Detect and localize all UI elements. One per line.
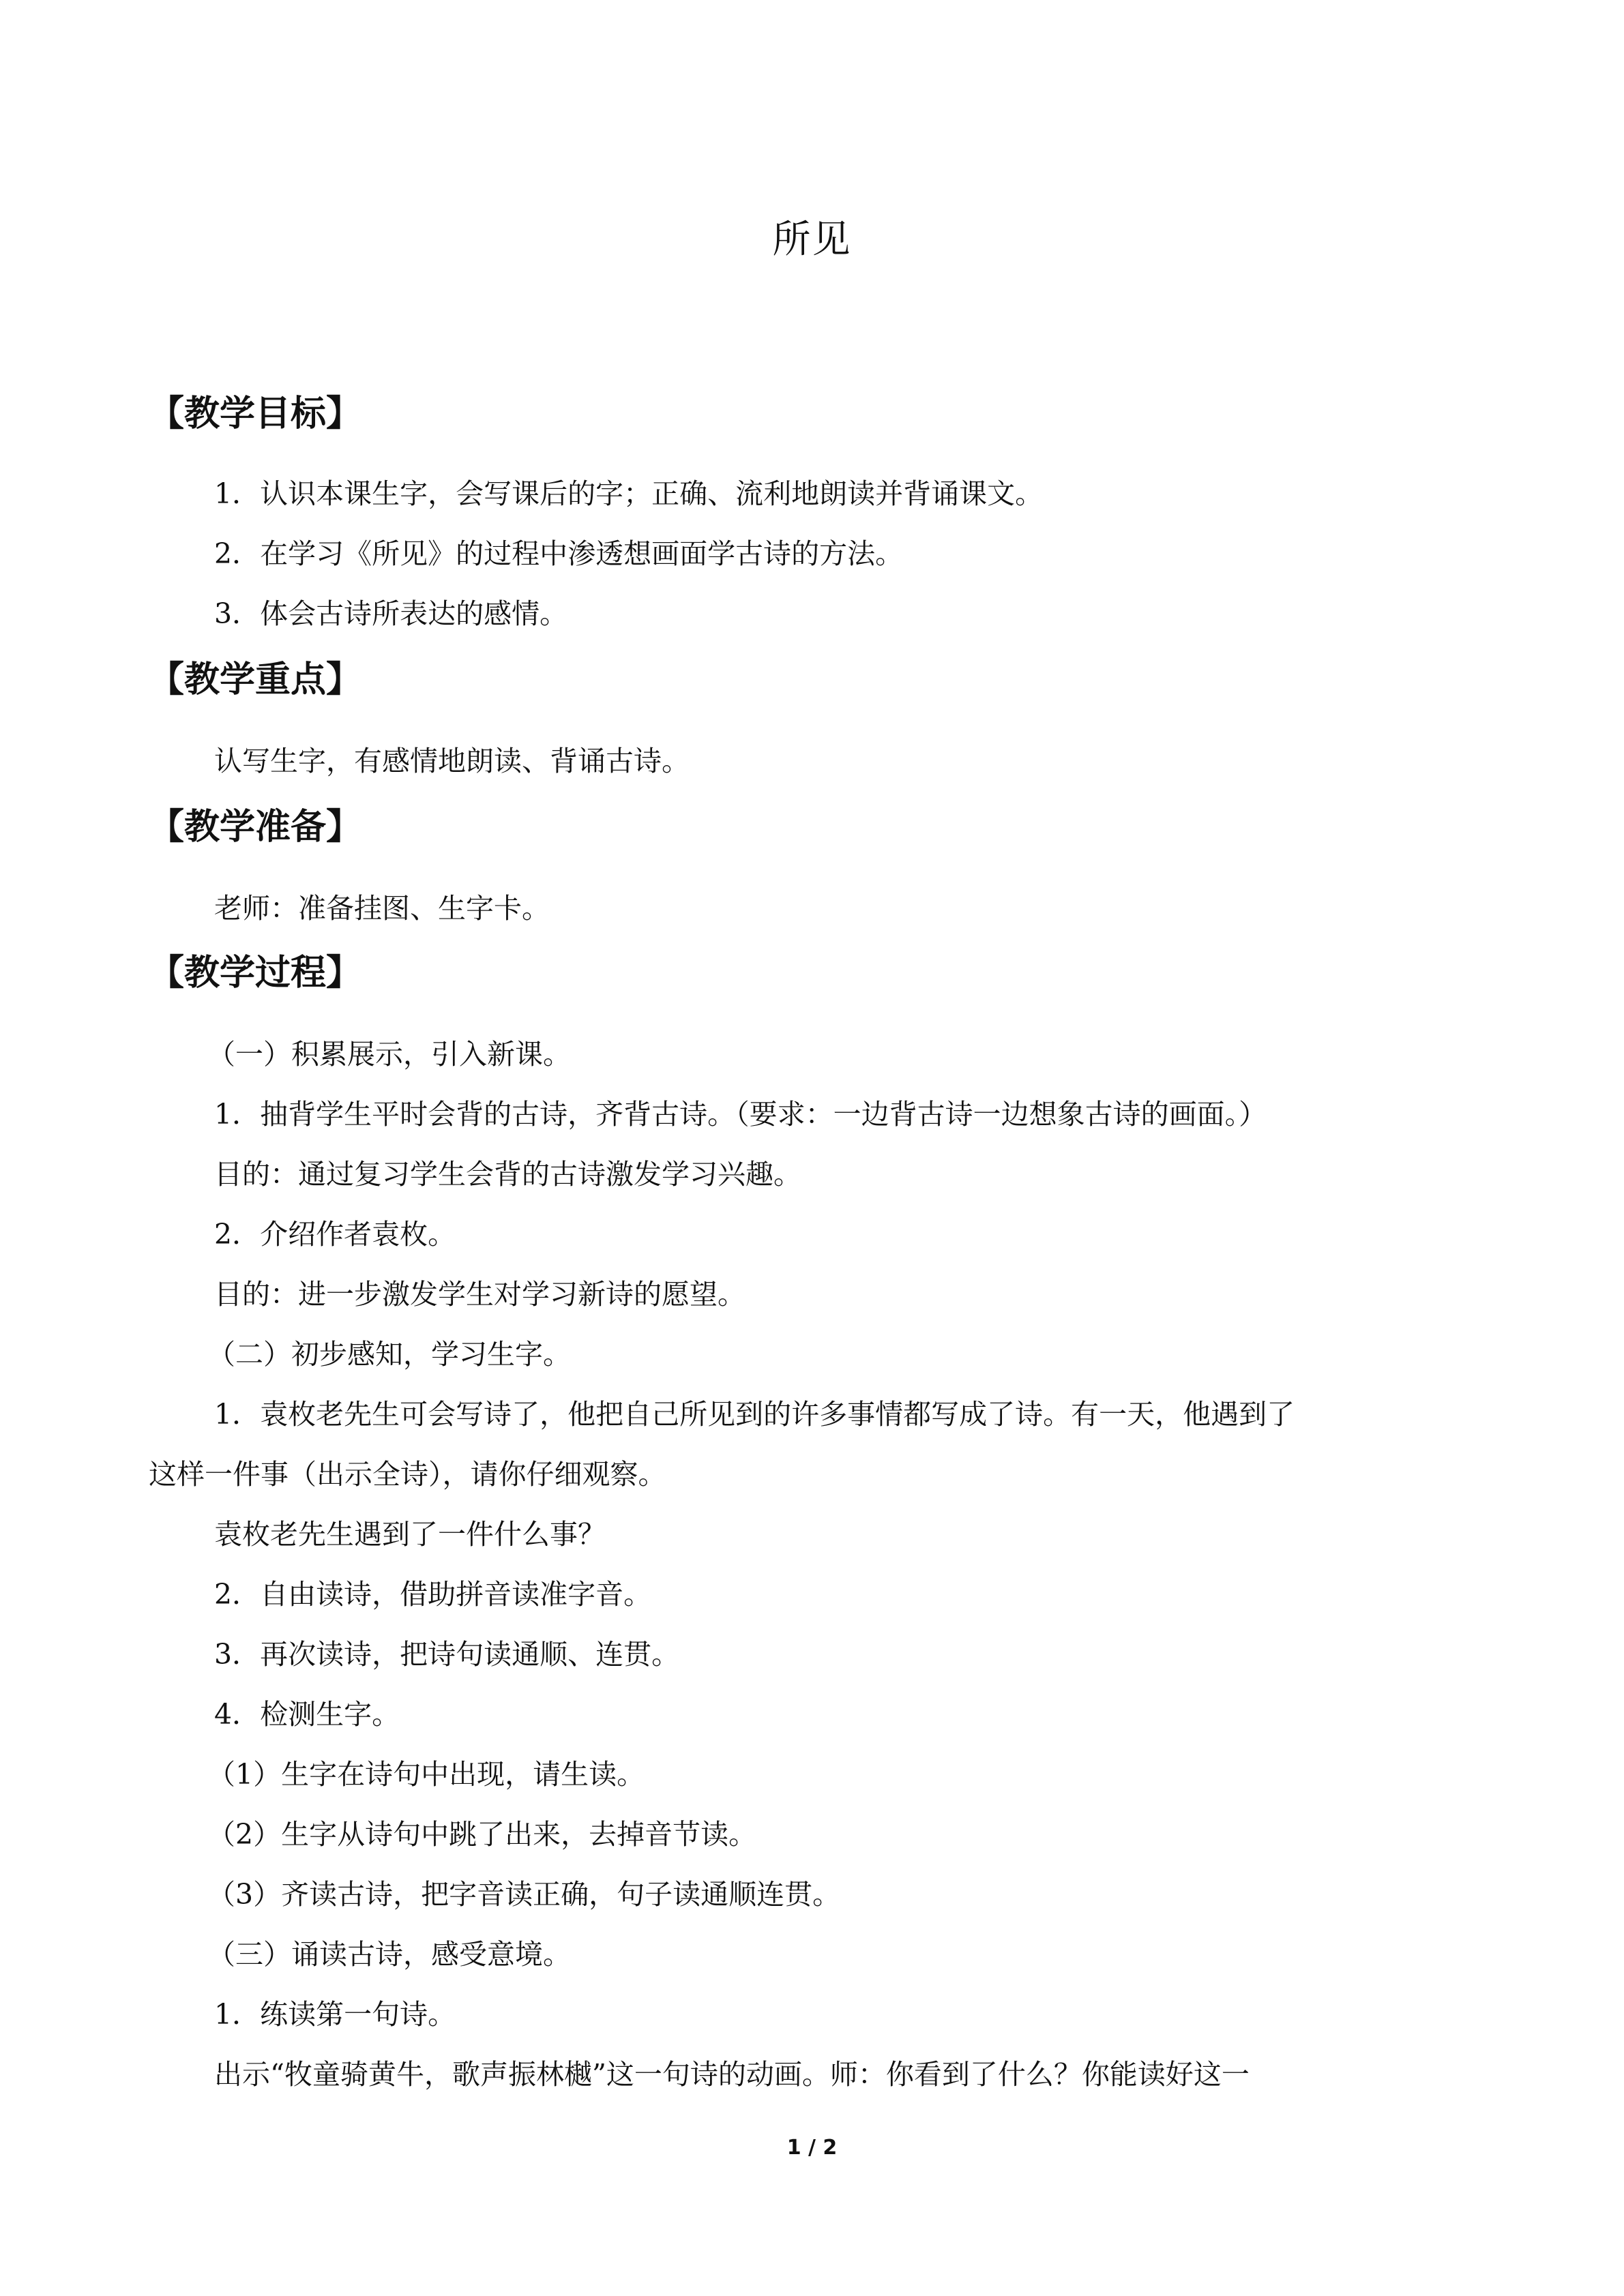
- heading-objectives: 【教学目标】: [149, 393, 362, 434]
- process-line-3: 目的：通过复习学生会背的古诗激发学习兴趣。: [214, 1158, 801, 1191]
- process-line-6: （二）初步感知，学习生字。: [207, 1338, 571, 1371]
- process-line-18: 出示“牧童骑黄牛，歌声振林樾”这一句诗的动画。师：你看到了什么？你能读好这一: [214, 2058, 1250, 2091]
- process-line-14: （2）生字从诗句中跳了出来，去掉音节读。: [207, 1818, 757, 1851]
- process-line-1: （一）积累展示，引入新课。: [207, 1038, 571, 1071]
- process-line-15: （3）齐读古诗，把字音读正确，句子读通顺连贯。: [207, 1878, 841, 1911]
- process-line-7: 1．袁枚老先生可会写诗了，他把自己所见到的许多事情都写成了诗。有一天，他遇到了: [214, 1398, 1295, 1431]
- heading-key-points: 【教学重点】: [149, 659, 362, 700]
- process-line-16: （三）诵读古诗，感受意境。: [207, 1938, 571, 1971]
- process-line-13: （1）生字在诗句中出现，请生读。: [207, 1758, 645, 1791]
- document-title: 所见: [772, 218, 852, 262]
- objective-item-3: 3．体会古诗所表达的感情。: [214, 597, 568, 630]
- process-line-11: 3．再次读诗，把诗句读通顺、连贯。: [214, 1638, 680, 1671]
- process-line-10: 2．自由读诗，借助拼音读准字音。: [214, 1578, 652, 1611]
- preparation-text: 老师：准备挂图、生字卡。: [214, 892, 550, 925]
- heading-process: 【教学过程】: [149, 953, 362, 994]
- process-line-12: 4．检测生字。: [214, 1698, 400, 1731]
- objective-item-1: 1．认识本课生字，会写课后的字；正确、流利地朗读并背诵课文。: [214, 477, 1044, 510]
- process-line-17: 1．练读第一句诗。: [214, 1998, 456, 2031]
- process-line-5: 目的：进一步激发学生对学习新诗的愿望。: [214, 1278, 745, 1311]
- key-points-text: 认写生字，有感情地朗读、背诵古诗。: [214, 745, 690, 777]
- process-line-4: 2．介绍作者袁枚。: [214, 1218, 456, 1251]
- page-number: 1 / 2: [786, 2136, 838, 2160]
- heading-preparation: 【教学准备】: [149, 807, 362, 848]
- process-line-8: 这样一件事（出示全诗），请你仔细观察。: [149, 1458, 666, 1491]
- process-line-2: 1．抽背学生平时会背的古诗，齐背古诗。（要求：一边背古诗一边想象古诗的画面。）: [214, 1098, 1267, 1131]
- process-line-9: 袁枚老先生遇到了一件什么事？: [214, 1518, 606, 1551]
- objective-item-2: 2．在学习《所见》的过程中渗透想画面学古诗的方法。: [214, 537, 904, 570]
